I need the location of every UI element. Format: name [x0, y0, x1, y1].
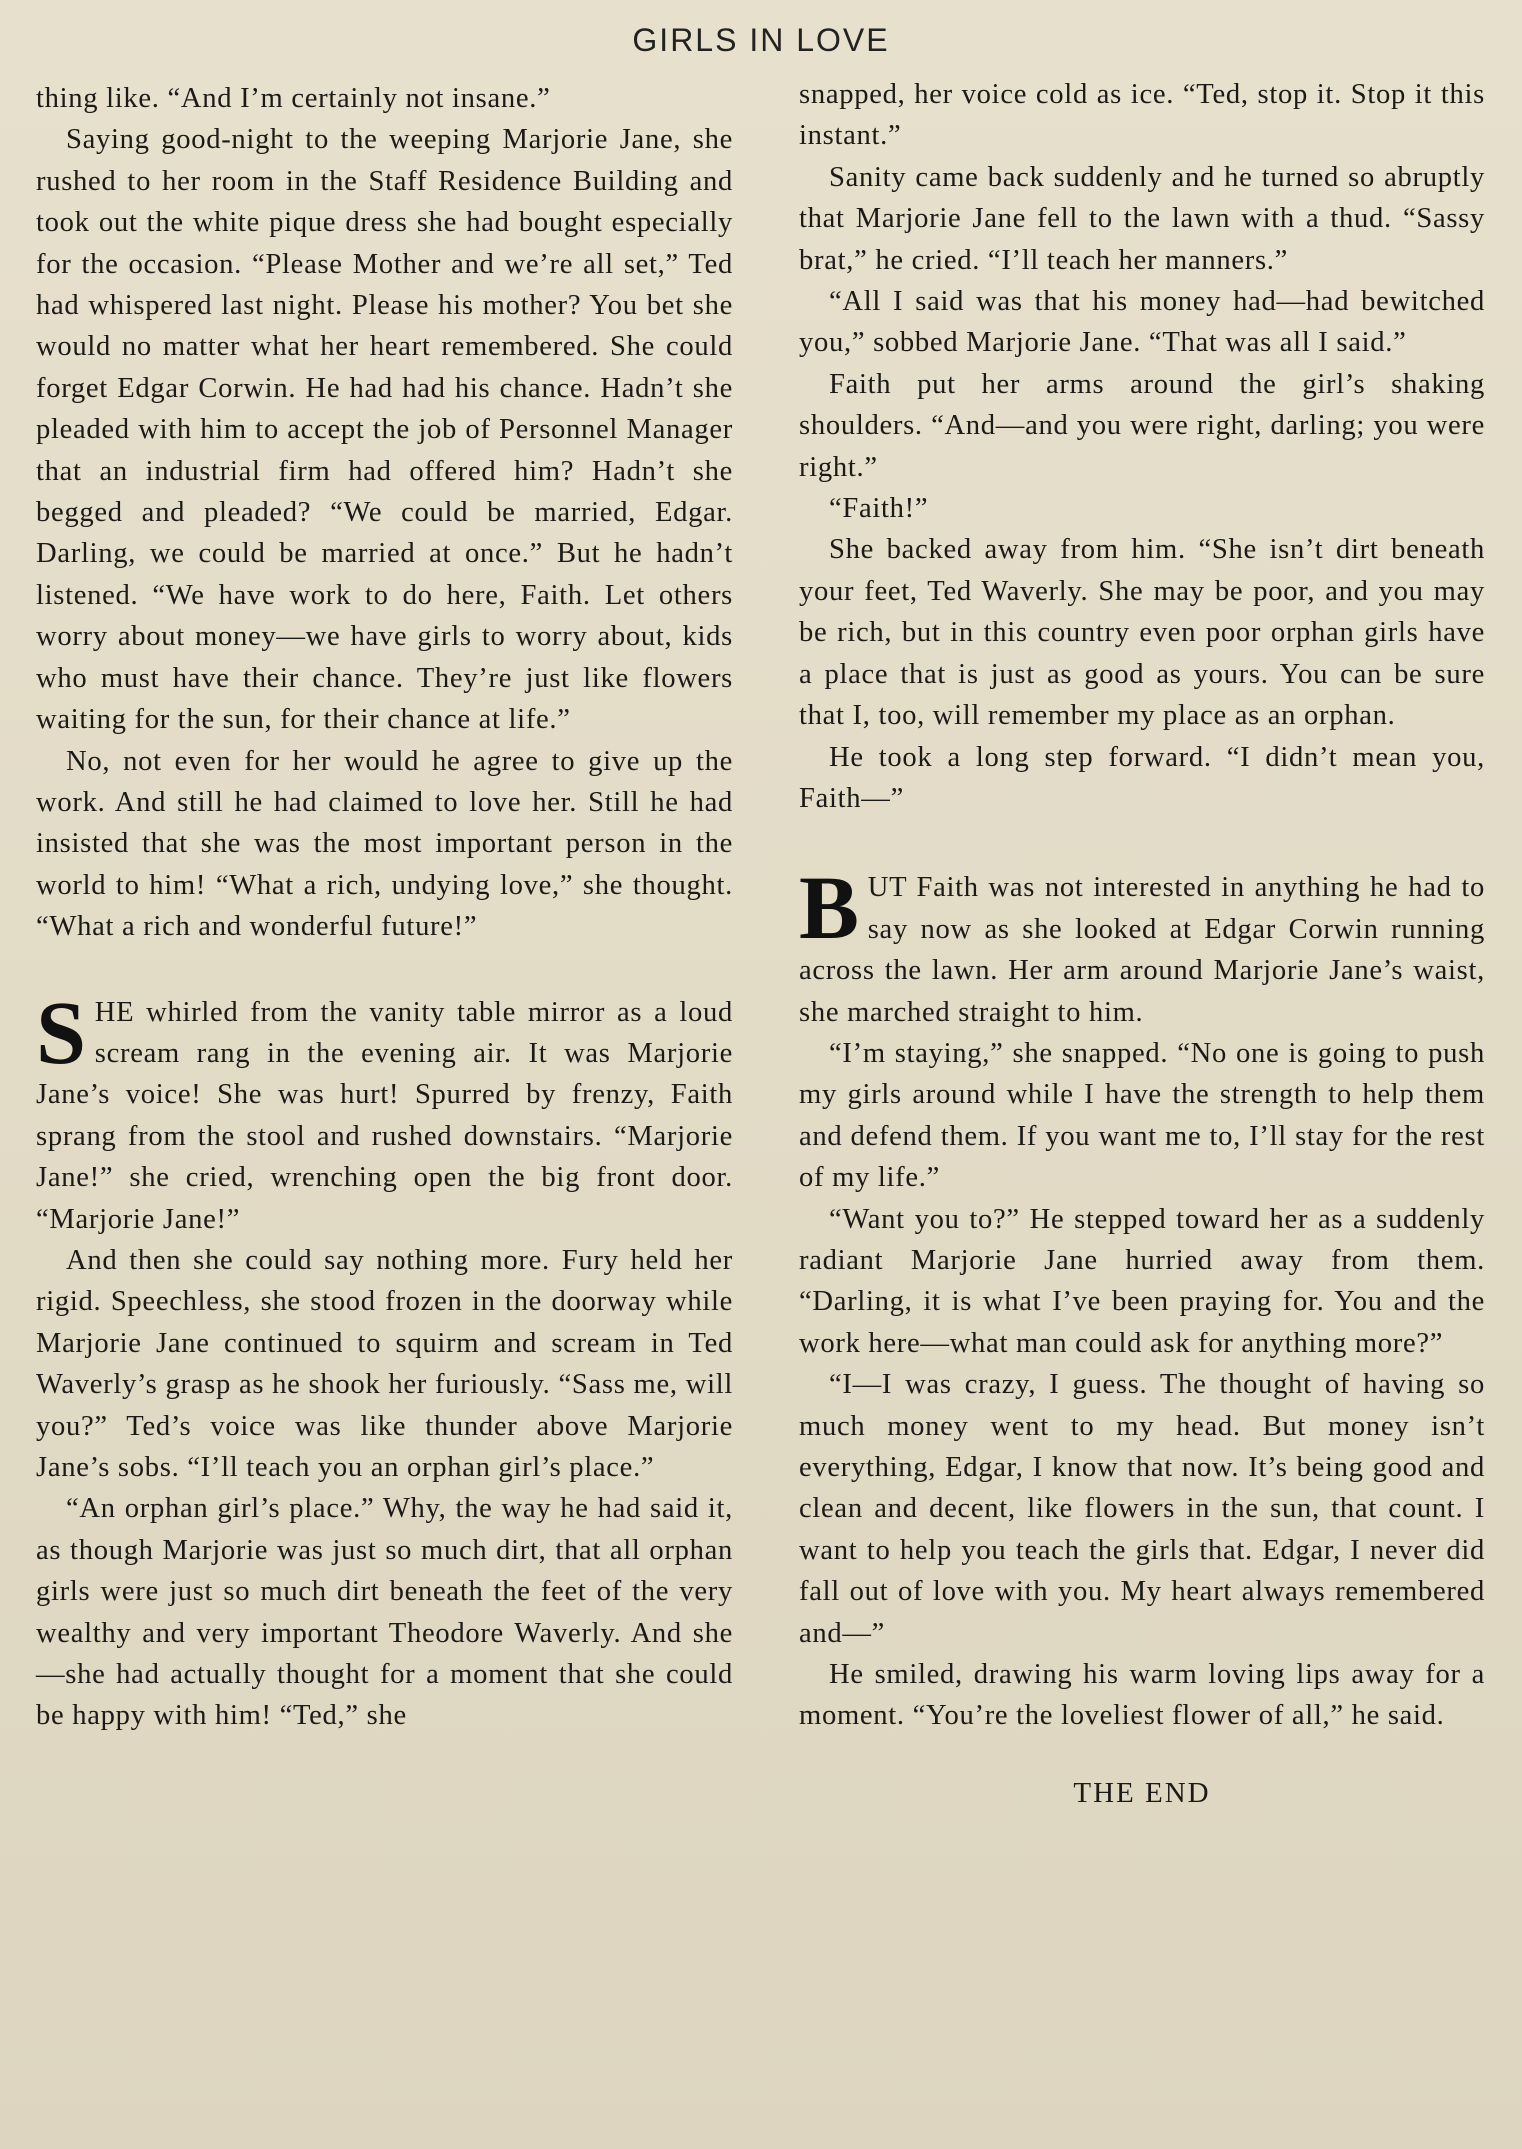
paragraph: She backed away from him. “She isn’t dirt beneath your feet, Ted Waverly. She may be poor, and you may be rich, but in this country even poor orphan girls have a place that is just as good as yours. You can be sure that I, too, will remember my place as an orphan. — [799, 534, 1485, 732]
paragraph-text: HE whirled from the vanity table mirror as a loud scream rang in the evening air. It was Marjorie Jane’s voice! She was hurt! Spurred by frenzy, Faith sprang from the stool and rushed downstairs. “Marjorie Jane!” she cried, wrenching open the big front door. “Marjorie Jane!” — [36, 996, 733, 1235]
paragraph: Faith put her arms around the girl’s shaking shoulders. “And—and you were right, darling; you were right.” — [799, 368, 1485, 483]
paragraph: “An orphan girl’s place.” Why, the way he had said it, as though Marjorie was just so much dirt, that all orphan girls were just so much dirt beneath the feet of the very wealthy and very important Theodore Waverly. And she—she had actually thought for a moment that she could be happy with him! “Ted,” she — [36, 1493, 733, 1732]
paragraph: “All I said was that his money had—had bewitched you,” sobbed Marjorie Jane. “That was all I said.” — [799, 286, 1485, 359]
right-column — [799, 74, 1485, 1814]
paragraph: “Want you to?” He stepped toward her as a suddenly radiant Marjorie Jane hurried away from them. “Darling, it is what I’ve been praying for. You and the work here—what man could ask for anything more?” — [799, 1203, 1485, 1359]
paragraph: “I’m staying,” she snapped. “No one is going to push my girls around while I have the strength to help them and defend them. If you want me to, I’ll stay for the rest of my life.” — [799, 1037, 1485, 1194]
dropcap-paragraph — [799, 859, 1485, 1033]
paragraph: He smiled, drawing his warm loving lips away for a moment. “You’re the loveliest flower of all,” he said. — [799, 1659, 1485, 1732]
paragraph: thing like. “And I’m certainly not insane.” — [36, 83, 551, 114]
dropcap-paragraph — [36, 983, 733, 1240]
left-column — [36, 78, 733, 1737]
the-end-label: THE END — [1073, 1776, 1211, 1809]
running-head: GIRLS IN LOVE — [632, 22, 890, 58]
paragraph: Saying good-night to the weeping Marjorie Jane, she rushed to her room in the Staff Residence Building and took out the white pique dress she had bought especially for the occasion. “Please Mother and we’re all set,” Ted had whispered last night. Please his mother? You bet she would no matter what her heart remembered. She could forget Edgar Corwin. He had had his chance. Hadn’t she pleaded with him to accept the job of Personnel Manager that an industrial firm had offered him? Hadn’t she begged and pleaded? “We could be married, Edgar. Darling, we could be married at once.” But he hadn’t listened. “We have work to do here, Faith. Let others worry about money—we have girls to worry about, kids who must have their chance. They’re just like flowers waiting for the sun, for their chance at life.” — [36, 124, 733, 736]
paragraph: No, not even for her would he agree to give up the work. And still he had claimed to love her. Still he had insisted that she was the most important person in the world to him! “What a rich, undying love,” she thought. “What a rich and wonderful future!” — [36, 745, 733, 943]
paragraph-text: UT Faith was not interested in anything he had to say now as she looked at Edgar Corwin running across the lawn. Her arm around Marjorie Jane’s waist, she marched straight to him. — [799, 872, 1485, 1028]
paragraph: “Faith!” — [829, 493, 929, 525]
paragraph: Sanity came back suddenly and he turned so abruptly that Marjorie Jane fell to the lawn with a thud. “Sassy brat,” he cried. “I’ll teach her manners.” — [799, 161, 1485, 276]
paragraph: And then she could say nothing more. Fury held her rigid. Speechless, she stood frozen in the doorway while Marjorie Jane continued to squirm and scream in Ted Waverly’s grasp as he shook her furiously. “Sass me, will you?” Ted’s voice was like thunder above Marjorie Jane’s sobs. “I’ll teach you an orphan girl’s place.” — [36, 1244, 733, 1483]
paragraph: “I—I was crazy, I guess. The thought of having so much money went to my head. But money isn’t everything, Edgar, I know that now. It’s being good and clean and decent, like flowers in the sun, that count. I want to help you teach the girls that. Edgar, I never did fall out of love with you. My heart always remembered and—” — [799, 1369, 1485, 1649]
paragraph: snapped, her voice cold as ice. “Ted, stop it. Stop it this instant.” — [799, 79, 1485, 152]
paragraph: He took a long step forward. “I didn’t mean you, Faith—” — [799, 741, 1485, 814]
drop-cap: S — [36, 983, 87, 1083]
drop-cap: B — [799, 859, 860, 959]
